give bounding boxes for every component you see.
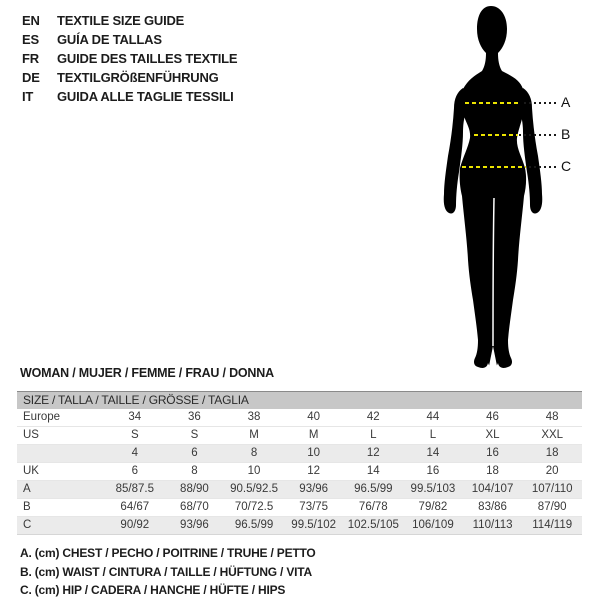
size-cell: 99.5/102 bbox=[291, 519, 337, 531]
language-name: GUÍA DE TALLAS bbox=[57, 32, 162, 47]
size-cell: 48 bbox=[545, 411, 559, 423]
size-cell: S bbox=[190, 429, 199, 441]
size-cell: 12 bbox=[307, 465, 321, 477]
language-code: EN bbox=[22, 13, 40, 28]
measure-legend bbox=[20, 544, 316, 600]
row-label: Europe bbox=[23, 411, 61, 423]
size-cell: 96.5/99 bbox=[234, 519, 274, 531]
size-cell: 34 bbox=[128, 411, 142, 423]
section-title: WOMAN / MUJER / FEMME / FRAU / DONNA bbox=[20, 366, 274, 380]
size-cell: 8 bbox=[191, 465, 198, 477]
size-cell: 93/96 bbox=[299, 483, 329, 495]
size-table bbox=[17, 391, 582, 535]
table-row bbox=[17, 480, 582, 498]
size-cell: 88/90 bbox=[180, 483, 209, 495]
row-label: UK bbox=[23, 465, 39, 477]
size-cell: 99.5/103 bbox=[410, 483, 456, 495]
size-cell: 38 bbox=[247, 411, 261, 423]
size-cell: M bbox=[249, 429, 259, 441]
size-cell: 73/75 bbox=[299, 501, 329, 513]
size-cell: XL bbox=[485, 429, 500, 441]
woman-silhouette-icon bbox=[418, 0, 568, 372]
size-cell: L bbox=[370, 429, 377, 441]
table-header: SIZE / TALLA / TAILLE / GRÖSSE / TAGLIA bbox=[17, 392, 582, 409]
row-label: C bbox=[23, 519, 32, 531]
size-cell: L bbox=[429, 429, 437, 441]
language-code: FR bbox=[22, 51, 39, 66]
size-cell: 104/107 bbox=[471, 483, 514, 495]
size-cell: 76/78 bbox=[358, 501, 388, 513]
size-cell: 79/82 bbox=[418, 501, 448, 513]
size-cell: 68/70 bbox=[180, 501, 209, 513]
size-cell: 96.5/99 bbox=[354, 483, 393, 495]
size-cell: 90/92 bbox=[120, 519, 150, 531]
size-cell: XXL bbox=[541, 429, 564, 441]
size-cell: M bbox=[308, 429, 319, 441]
size-cell: 83/86 bbox=[478, 501, 507, 513]
table-row bbox=[17, 498, 582, 516]
size-cell: 18 bbox=[545, 447, 559, 459]
size-cell: 107/110 bbox=[531, 483, 573, 495]
size-cell: 64/67 bbox=[120, 501, 150, 513]
size-cell: 10 bbox=[247, 465, 261, 477]
language-name: GUIDA ALLE TAGLIE TESSILI bbox=[57, 89, 234, 104]
size-cell: 20 bbox=[545, 465, 559, 477]
measure-definition: C. (cm) HIP / CADERA / HANCHE / HÜFTE / HIPS bbox=[20, 583, 286, 597]
size-cell: 16 bbox=[426, 465, 440, 477]
table-body bbox=[17, 409, 582, 534]
hip-leader-dots bbox=[529, 166, 556, 168]
size-cell: 114/119 bbox=[532, 519, 573, 531]
size-cell: 14 bbox=[366, 465, 380, 477]
language-name: TEXTILE SIZE GUIDE bbox=[57, 13, 185, 28]
language-code: IT bbox=[22, 89, 34, 104]
waist-leader-dots bbox=[519, 134, 556, 136]
size-cell: 102.5/105 bbox=[347, 519, 399, 531]
marker-letter-c: C bbox=[561, 158, 572, 174]
language-name: GUIDE DES TAILLES TEXTILE bbox=[57, 51, 238, 66]
size-cell: 6 bbox=[131, 465, 139, 477]
table-row bbox=[17, 444, 582, 462]
size-cell: 70/72.5 bbox=[234, 501, 274, 513]
size-cell: 93/96 bbox=[180, 519, 209, 531]
waist-dash-line bbox=[474, 134, 518, 136]
size-cell: 90.5/92.5 bbox=[230, 483, 279, 495]
row-label bbox=[17, 445, 105, 462]
hip-dash-line bbox=[462, 166, 526, 168]
size-cell: 40 bbox=[307, 411, 321, 423]
table-row bbox=[17, 462, 582, 480]
size-cell: 85/87.5 bbox=[115, 483, 154, 495]
chest-leader-dots bbox=[524, 102, 556, 104]
size-cell: 110/113 bbox=[472, 519, 513, 531]
measure-definition: B. (cm) WAIST / CINTURA / TAILLE / HÜFTUNG / VITA bbox=[20, 564, 312, 579]
row-label: B bbox=[23, 501, 31, 513]
size-cell: 46 bbox=[486, 411, 499, 423]
size-cell: 6 bbox=[191, 447, 198, 459]
language-name: TEXTILGRÖßENFÜHRUNG bbox=[57, 70, 219, 85]
size-cell: 106/109 bbox=[412, 519, 454, 531]
size-cell: 12 bbox=[366, 447, 380, 459]
table-row bbox=[17, 409, 582, 426]
measure-definition: A. (cm) CHEST / PECHO / POITRINE / TRUHE / PETTO bbox=[20, 546, 316, 560]
language-code: ES bbox=[22, 32, 39, 47]
size-cell: 10 bbox=[307, 447, 321, 459]
row-label: US bbox=[23, 429, 39, 441]
size-cell: 44 bbox=[426, 411, 440, 423]
language-code: DE bbox=[22, 70, 40, 85]
table-row bbox=[17, 516, 582, 534]
size-cell: 42 bbox=[366, 411, 380, 423]
marker-letter-a: A bbox=[561, 94, 571, 110]
size-cell: 87/90 bbox=[537, 501, 567, 513]
size-cell: 16 bbox=[486, 447, 499, 459]
size-cell: 18 bbox=[486, 465, 499, 477]
size-cell: 14 bbox=[426, 447, 440, 459]
table-row bbox=[17, 426, 582, 444]
size-cell: 36 bbox=[188, 411, 201, 423]
size-cell: 4 bbox=[131, 447, 139, 459]
size-cell: 8 bbox=[250, 447, 258, 459]
chest-dash-line bbox=[465, 102, 520, 104]
row-label: A bbox=[23, 483, 31, 495]
size-cell: S bbox=[130, 429, 139, 441]
marker-letter-b: B bbox=[561, 126, 571, 142]
